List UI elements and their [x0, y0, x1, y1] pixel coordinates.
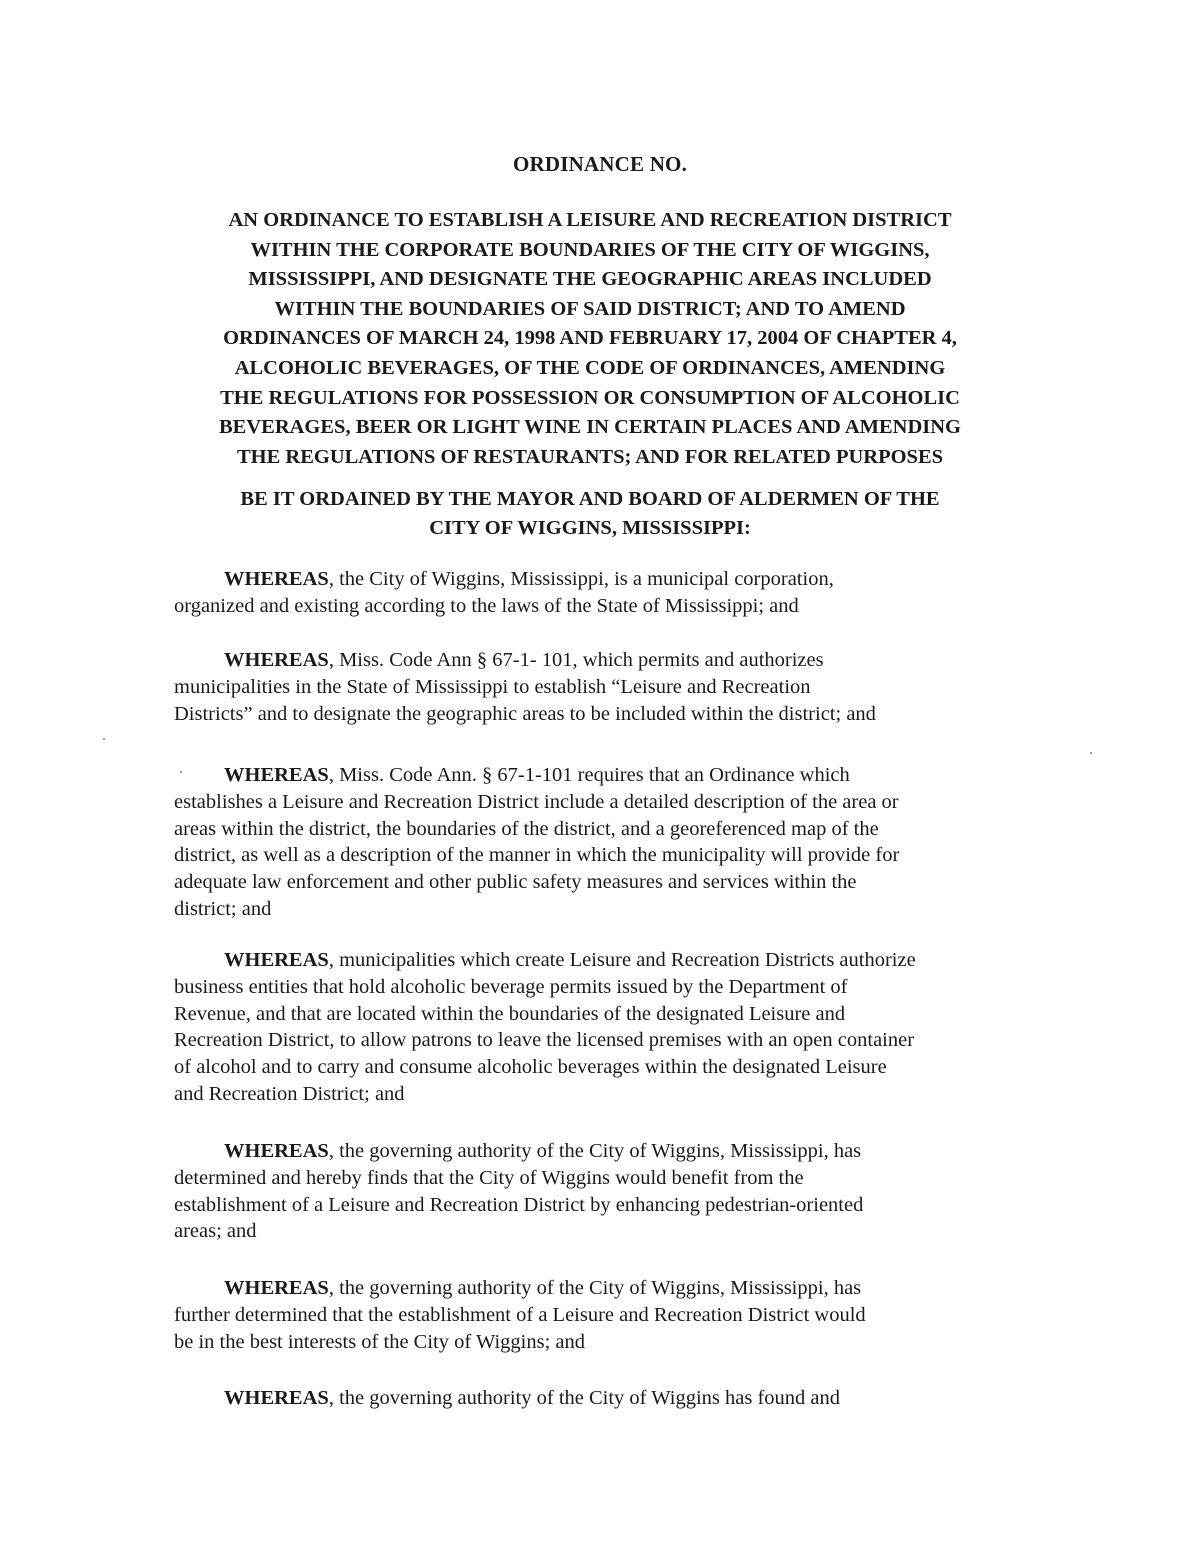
whereas-clause-5	[174, 1138, 1034, 1245]
clause-line: establishes a Leisure and Recreation District include a detailed description of the area or	[174, 790, 899, 813]
whereas-clause-4	[174, 947, 1034, 1108]
title-line: ALCOHOLIC BEVERAGES, OF THE CODE OF ORDINANCES, AMENDING	[234, 356, 946, 379]
whereas-keyword: WHEREAS	[224, 1277, 329, 1299]
enacting-line: CITY OF WIGGINS, MISSISSIPPI:	[429, 517, 751, 539]
clause-line	[174, 566, 1034, 593]
title-line: MISSISSIPPI, AND DESIGNATE THE GEOGRAPHIC AREAS INCLUDED	[248, 268, 932, 291]
whereas-keyword: WHEREAS	[224, 1387, 329, 1409]
whereas-clause-1	[174, 566, 1034, 620]
clause-text: , the City of Wiggins, Mississippi, is a municipal corporation,	[328, 568, 834, 590]
clause-text: , Miss. Code Ann. § 67-1-101 requires that an Ordinance which	[328, 764, 850, 786]
clause-text: , the governing authority of the City of Wiggins has found and	[328, 1387, 841, 1409]
clause-text: , the governing authority of the City of Wiggins, Mississippi, has	[328, 1140, 862, 1162]
clause-line: district, as well as a description of the manner in which the municipality will provide for	[174, 844, 900, 867]
title-line: WITHIN THE BOUNDARIES OF SAID DISTRICT; AND TO AMEND	[274, 297, 906, 320]
whereas-clause-7	[174, 1385, 1034, 1412]
clause-text: , municipalities which create Leisure and Recreation Districts authorize	[328, 949, 916, 971]
whereas-keyword: WHEREAS	[224, 1140, 329, 1162]
title-line: WITHIN THE CORPORATE BOUNDARIES OF THE CITY OF WIGGINS,	[250, 238, 930, 261]
title-line: ORDINANCES OF MARCH 24, 1998 AND FEBRUARY 17, 2004 OF CHAPTER 4,	[223, 327, 957, 350]
clause-line: areas; and	[174, 1220, 257, 1243]
title-line: THE REGULATIONS FOR POSSESSION OR CONSUMPTION OF ALCOHOLIC	[220, 386, 960, 409]
ordinance-title	[150, 206, 1030, 472]
clause-line: Districts” and to designate the geographic areas to be included within the district; and	[174, 702, 876, 725]
clause-line: organized and existing according to the laws of the State of Mississippi; and	[174, 594, 799, 617]
ordinance-number-heading: ORDINANCE NO.	[512, 152, 688, 176]
clause-line: district; and	[174, 897, 272, 920]
whereas-keyword: WHEREAS	[224, 568, 329, 590]
clause-line: municipalities in the State of Mississippi to establish “Leisure and Recreation	[174, 675, 811, 698]
whereas-keyword: WHEREAS	[224, 764, 329, 786]
whereas-keyword: WHEREAS	[224, 649, 329, 671]
clause-line: Recreation District, to allow patrons to leave the licensed premises with an open container	[174, 1029, 915, 1052]
clause-line	[174, 1275, 1034, 1302]
clause-line	[174, 647, 1034, 674]
clause-line: of alcohol and to carry and consume alcoholic beverages within the designated Leisure	[174, 1056, 887, 1079]
clause-line	[174, 947, 1034, 974]
whereas-clause-2	[174, 647, 1034, 727]
clause-line: further determined that the establishment of a Leisure and Recreation District would	[174, 1303, 866, 1326]
clause-text: , Miss. Code Ann § 67-1- 101, which permits and authorizes	[328, 649, 824, 671]
clause-line	[174, 762, 1034, 789]
clause-line	[174, 1138, 1034, 1165]
clause-text: , the governing authority of the City of Wiggins, Mississippi, has	[328, 1277, 862, 1299]
whereas-clause-6	[174, 1275, 1034, 1355]
whereas-clause-3	[174, 762, 1034, 923]
clause-line: determined and hereby finds that the City of Wiggins would benefit from the	[174, 1166, 804, 1189]
title-line: BEVERAGES, BEER OR LIGHT WINE IN CERTAIN PLACES AND AMENDING	[219, 416, 961, 439]
whereas-keyword: WHEREAS	[224, 949, 329, 971]
scan-speck	[1090, 752, 1092, 754]
title-line: THE REGULATIONS OF RESTAURANTS; AND FOR RELATED PURPOSES	[236, 445, 944, 468]
enacting-line: BE IT ORDAINED BY THE MAYOR AND BOARD OF ALDERMEN OF THE	[240, 488, 940, 510]
enacting-clause	[150, 485, 1030, 543]
clause-line: establishment of a Leisure and Recreation District by enhancing pedestrian-oriented	[174, 1193, 864, 1216]
clause-line	[174, 1385, 1034, 1412]
scan-speck	[180, 771, 182, 773]
clause-line: Revenue, and that are located within the boundaries of the designated Leisure and	[174, 1002, 846, 1025]
clause-line: and Recreation District; and	[174, 1082, 405, 1105]
clause-line: areas within the district, the boundaries of the district, and a georeferenced map of the	[174, 817, 879, 840]
scan-speck	[103, 738, 105, 740]
clause-line: adequate law enforcement and other public safety measures and services within the	[174, 871, 857, 894]
clause-line: be in the best interests of the City of Wiggins; and	[174, 1330, 586, 1353]
clause-line: business entities that hold alcoholic beverage permits issued by the Department of	[174, 975, 848, 998]
title-line: AN ORDINANCE TO ESTABLISH A LEISURE AND RECREATION DISTRICT	[228, 209, 952, 231]
